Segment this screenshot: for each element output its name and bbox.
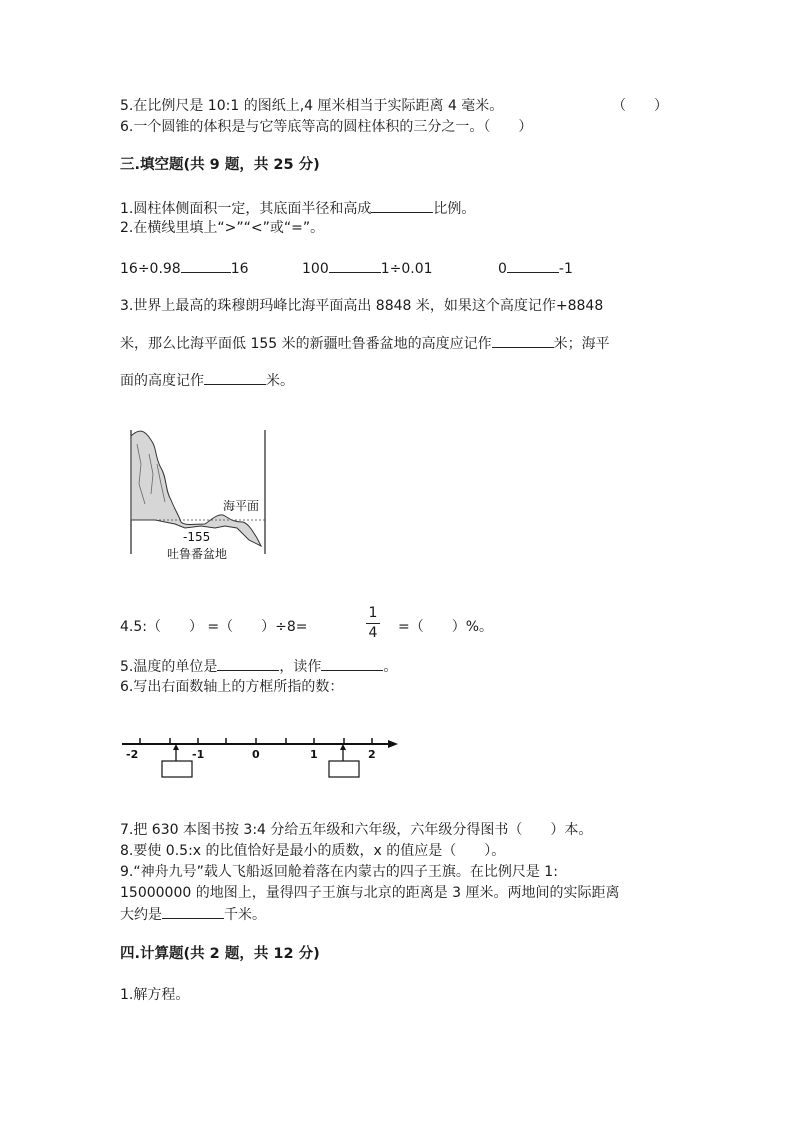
axis-label-minus-2: -2: [126, 748, 139, 761]
fraction-bar: [366, 623, 380, 624]
fill-q3-tail: 米；海平: [553, 336, 610, 352]
section-title-3: 三.填空题(共 9 题，共 25 分): [120, 157, 320, 173]
judge-q5: [120, 96, 503, 116]
compare-3-right: -1: [558, 261, 573, 277]
fill-q1-blank[interactable]: [371, 198, 433, 213]
fill-q7: 7.把 630 本图书按 3:4 分给五年级和六年级，六年级分得图书（ ）本。: [120, 822, 593, 838]
judge-q6: [120, 117, 532, 137]
fill-q3-line2: [120, 333, 610, 354]
fill-q3-blank-1[interactable]: [492, 333, 554, 348]
axis-label-0: 0: [252, 748, 260, 761]
fill-q1: [120, 198, 475, 219]
compare-2-left: 100: [302, 261, 329, 277]
judge-q5-paren: （ ）: [612, 98, 668, 114]
number-line-figure: [118, 728, 403, 784]
fill-q9-line1: 9.“神舟九号”载人飞船返回舱着落在内蒙古的四子王旗。在比例尺是 1:: [120, 864, 558, 880]
compare-1-left: 16÷0.98: [120, 261, 181, 277]
fill-q4-tail: =（ ）%。: [398, 619, 494, 635]
judge-q5-answer[interactable]: [612, 96, 668, 116]
fill-q3-tail-2: 米。: [266, 373, 294, 389]
sea-level-label: 海平面: [223, 499, 260, 513]
axis-label-minus-1: -1: [192, 748, 205, 761]
calc-q1: 1.解方程。: [120, 987, 190, 1003]
compare-2-blank[interactable]: [329, 258, 381, 273]
section-title-4: 四.计算题(共 2 题，共 12 分): [120, 946, 320, 962]
fill-q9-tail: 千米。: [224, 907, 266, 923]
fill-q3-text: 米，那么比海平面低 155 米的新疆吐鲁番盆地的高度应记作: [120, 336, 492, 352]
compare-row-3: [498, 258, 573, 279]
terrain-figure: [125, 424, 273, 564]
fill-q9-blank[interactable]: [162, 904, 224, 919]
fill-q3-blank-2[interactable]: [204, 370, 266, 385]
fill-q5-mid: ，读作: [279, 659, 322, 675]
compare-2-right: 1÷0.01: [380, 261, 433, 277]
fill-q3-text-2: 面的高度记作: [120, 373, 204, 389]
axis-arrow-icon: [388, 740, 398, 748]
compare-1-right: 16: [230, 261, 249, 277]
fill-q8: 8.要使 0.5:x 的比值恰好是最小的质数，x 的值应是（ ）。: [120, 843, 506, 859]
fill-q5-blank-2[interactable]: [321, 656, 383, 671]
fill-q3-line3: [120, 370, 294, 391]
fill-q9-line2: 15000000 的地图上，量得四子王旗与北京的距离是 3 厘米。两地间的实际距离: [120, 885, 620, 901]
fill-q2: 2.在横线里填上“>”“<”或“=”。: [120, 220, 325, 236]
axis-label-2: 2: [368, 748, 376, 761]
mountain-shape: [131, 431, 261, 546]
fill-q5-tail: 。: [383, 659, 398, 675]
fill-q5: [120, 656, 397, 677]
fill-q6: 6.写出右面数轴上的方框所指的数：: [120, 679, 344, 695]
basin-label: 吐鲁番盆地: [167, 547, 228, 561]
fraction-numerator: 1: [368, 605, 378, 621]
fill-q4: [120, 617, 308, 637]
fill-q5-text: 5.温度的单位是: [120, 659, 218, 675]
fraction-denominator: 4: [368, 625, 378, 641]
depth-label: -155: [183, 530, 211, 544]
axis-label-1: 1: [310, 748, 318, 761]
answer-box-right[interactable]: [329, 761, 359, 777]
fill-q1-tail: 比例。: [433, 201, 476, 217]
fill-q9-line3: [120, 904, 266, 925]
fill-q1-text: 1.圆柱体侧面积一定，其底面半径和高成: [120, 201, 372, 217]
fill-q5-blank-1[interactable]: [217, 656, 279, 671]
compare-row: [120, 258, 249, 279]
fill-q9-text: 大约是: [120, 907, 162, 923]
fill-q3-line1: 3.世界上最高的珠穆朗玛峰比海平面高出 8848 米，如果这个高度记作+8848: [120, 298, 604, 314]
fraction-one-quarter: [364, 605, 382, 642]
compare-row-2: [302, 258, 433, 279]
compare-3-left: 0: [498, 261, 507, 277]
judge-q5-text: 5.在比例尺是 10:1 的图纸上,4 厘米相当于实际距离 4 毫米。: [120, 98, 504, 114]
judge-q6-text: 6.一个圆锥的体积是与它等底等高的圆柱体积的三分之一。（ ）: [120, 119, 533, 135]
answer-box-left[interactable]: [162, 761, 192, 777]
fill-q4-text: 4.5:（ ） =（ ）÷8=: [120, 619, 308, 635]
compare-1-blank[interactable]: [181, 258, 231, 273]
compare-3-blank[interactable]: [507, 258, 559, 273]
